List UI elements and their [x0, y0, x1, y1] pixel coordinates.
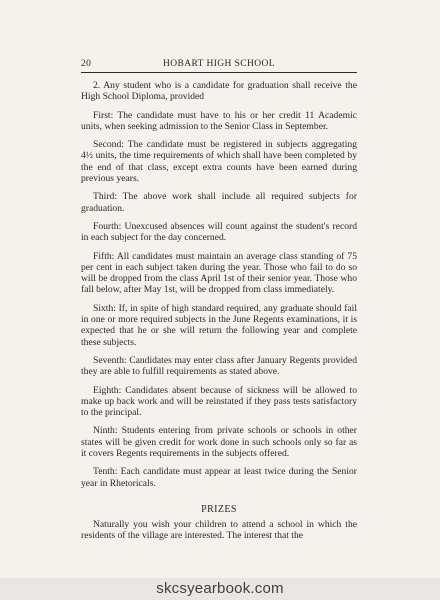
paragraph-sixth: Sixth: If, in spite of high standard required, any graduate should fail in one or more required subjects in the June Regents examinations, it is expected that he or she will return the following year and complete these subjects.: [81, 302, 357, 348]
site-watermark: skcsyearbook.com: [0, 578, 440, 600]
paragraph-fourth: Fourth: Unexcused absences will count against the student's record in each subject for the day concerned.: [81, 220, 357, 244]
paragraph-third: Third: The above work shall include all required subjects for graduation.: [81, 191, 357, 214]
prizes-section: [81, 519, 357, 542]
running-header: [81, 59, 357, 71]
page-number: 20: [81, 59, 92, 69]
paragraph-first: First: The candidate must have to his or her credit 11 Academic units, when seeking admission to the Senior Class in September.: [81, 109, 357, 132]
paragraph-tenth: Tenth: Each candidate must appear at least twice during the Senior year in Rhetoricals.: [81, 466, 357, 489]
header-rule: [81, 72, 357, 73]
running-header-title: HOBART HIGH SCHOOL: [162, 59, 275, 69]
prizes-paragraph: Naturally you wish your children to attend a school in which the residents of the village are interested. The interest that the: [81, 519, 357, 542]
paragraph-second: Second: The candidate must be registered in subjects aggregating 4½ units, the time requirements of which shall have been completed by the end of that class, except extra counts have been earned during previous years.: [81, 139, 357, 185]
paragraph-seventh: Seventh: Candidates may enter class after January Regents provided they are able to fulfill requirements as stated above.: [81, 354, 357, 378]
paragraph-fifth: Fifth: All candidates must maintain an average class standing of 75 per cent in each subject taken during the year. Those who fail to do so will be dropped from the class April 1st of their senior year. Those who fall below, after May 1st, will be dropped from class immediately.: [81, 250, 357, 296]
prizes-heading: PRIZES: [201, 504, 237, 515]
paragraph-eighth: Eighth: Candidates absent because of sickness will be allowed to make up back work and will be reinstated if they pass tests satisfactory to the principal.: [81, 384, 357, 419]
paragraph-intro: 2. Any student who is a candidate for graduation shall receive the High School Diploma, provided: [81, 80, 357, 103]
paragraph-ninth: Ninth: Students entering from private schools or schools in other states will be given credit for work done in such schools only so far as it covers Regents requirements in the subjects offered.: [81, 425, 357, 460]
requirements-text: [81, 80, 357, 496]
